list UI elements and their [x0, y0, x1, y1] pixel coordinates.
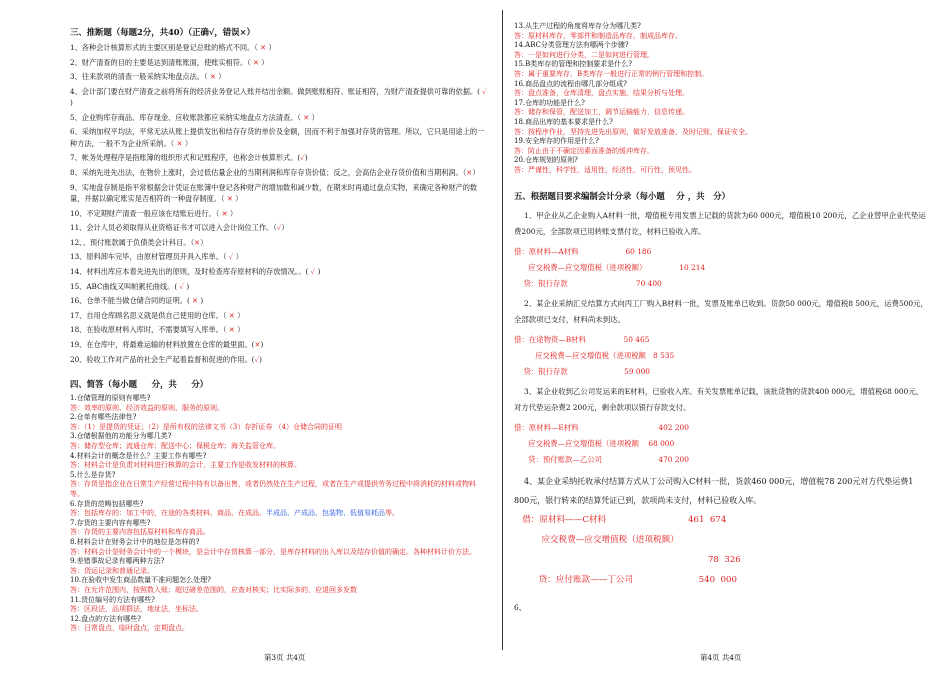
judge-mark: ✓: [308, 266, 318, 276]
judge-list: [70, 42, 488, 365]
judge-text: 10、不定期财产清查一般应该在结账后进行。（: [70, 208, 220, 218]
short-question: 18.商品出库的基本要求是什么?: [514, 117, 613, 126]
q4-entry-debit: 借：原材料——C材料 461 674: [514, 514, 727, 525]
judge-close: ）: [235, 193, 243, 203]
judge-text: 11、会计人员必须取得从业资格证书才可以进入会计岗位工作。（: [70, 223, 277, 233]
short-answer: 答：按程序作业，坚持先进先出原则，做好发放准备，及时记账，保证安全。: [514, 127, 752, 136]
short-answer: 答：储存型仓库；流通仓库；配送中心；保税仓库；海关监管仓库。: [70, 442, 280, 451]
short-answer-highlight: 半成品、产成品、包装物、低值易耗品: [266, 509, 385, 518]
q4-entry-credit: 贷：应付账款——丁公司 540 000: [514, 574, 737, 585]
judge-mark: ✓: [254, 354, 260, 364]
page-number-left: 第3页 共4页: [264, 653, 306, 662]
short-answer: 答：储存和保管，配送加工，调节运输能力，信息传递。: [514, 108, 689, 117]
judge-mark: ✕: [226, 325, 238, 335]
short-question: 8.材料会计在财务会计中的地位是怎样的?: [70, 538, 200, 546]
judge-close: ）: [235, 252, 243, 262]
judge-item: [70, 71, 488, 82]
judge-mark: ✓: [177, 281, 187, 291]
judge-item: [70, 324, 488, 335]
short-answer: 答：原材料库存，零部件和制造品库存，制成品库存。: [514, 31, 682, 40]
judge-text: 15、ABC曲线又叫帕累托曲线。(: [70, 281, 178, 291]
judge-text: 4、会计部门要在财产清查之前将所有的经济业务登记入账并结出余额。做到账账相符、账证相符，为财产清查提供可靠的依据。(: [70, 86, 480, 96]
judge-mark: ✕: [466, 167, 473, 177]
judge-close: ）: [237, 310, 245, 320]
right-column: [514, 22, 929, 694]
judge-text: 5、企业购库存商品、库存现金、应收账款都应采纳实地盘点方法清查。（: [70, 112, 301, 122]
short-answer: 答：货运记录和普通记录。: [70, 566, 154, 575]
judge-mark: ✓: [226, 252, 236, 262]
judge-mark: ✕: [257, 43, 269, 52]
short-answer: [70, 509, 488, 519]
short-question: 15.B类库存的管理和控制要求是什么?: [514, 60, 633, 69]
judge-item: [70, 266, 488, 277]
q4-entry-tax-amount: 78 326: [514, 554, 741, 565]
judge-item: [70, 182, 488, 205]
judge-close: ）: [237, 325, 245, 335]
q3-entry-tax: 应交税费—应交增值税（进项税额 68 000: [514, 438, 675, 448]
judge-item: [70, 251, 488, 262]
short-answer: 答：在允许范围内，按照数入账；超过磅差范围的，应查对核实；比实际多的，应退回多发数: [70, 585, 357, 594]
short-answer: 答：存货是指企业在日常生产经营过程中持有以备出售，或者仍然处在生产过程，或者在生产或提供劳务过程中将消耗的材料或物料等。: [70, 480, 476, 499]
short-question: 1.仓储管理的原则有哪些?: [70, 394, 151, 403]
judge-close: ）: [261, 57, 269, 67]
judge-mark: ✕: [300, 112, 312, 122]
q4-entry-tax: 应交税费—应交增值税（进项税额）: [514, 534, 679, 545]
judge-mark: ✕: [207, 72, 219, 82]
q2-entry-tax: 应交税费—应交增值税（进项税额 8 535: [514, 350, 675, 360]
judge-text: 8、采纳先进先出法，在物价上涨时，会过低估量企业的当期利润和库存存货价值；反之，会高估企业存货价值和当期利润。（: [70, 167, 467, 177]
short-answer: 答：日常盘点，临时盘点，定期盘点。: [70, 624, 189, 633]
short-answer: 答：存货的主要内容包括原材料和库存商品。: [70, 528, 210, 537]
q2-entry-debit: 借：在途物资—B材料 50 465: [514, 334, 650, 344]
judge-text: 19、在仓库中，将最难运输的材料放置在仓库的最里面。(: [70, 339, 255, 349]
judge-text: 2、财产清查的目的主要是达到清账账面，使账实相符。（: [70, 57, 251, 67]
judge-item: [70, 42, 488, 53]
judge-item: [70, 281, 488, 292]
judge-close: ): [200, 296, 204, 306]
judge-mark: ✓: [300, 153, 305, 163]
judge-item: [70, 310, 488, 321]
judge-close: ）: [200, 237, 208, 247]
short-section-title: 四、简答（每小题 分，共 分）: [70, 379, 209, 390]
judge-item: [70, 339, 488, 350]
judge-item: [70, 237, 488, 248]
judge-mark: ✕: [189, 296, 201, 306]
judge-close: ): [259, 354, 262, 364]
short-answer-list: [70, 394, 488, 634]
short-question: 12.盘点的方法有哪些?: [70, 614, 141, 623]
short-question: 17.仓库的功能是什么?: [514, 98, 585, 107]
judge-text: 1、各种会计核算形式的主要区别是登记总账的格式不同。（: [70, 43, 258, 52]
judge-mark: ✕: [174, 138, 185, 148]
short-answer: 答：严谨性，科学性，适用性，经济性，可行性，预见性。: [514, 165, 696, 174]
judge-mark: ✕: [224, 193, 236, 203]
judge-mark: ✓: [479, 86, 487, 96]
column-divider: [502, 10, 503, 650]
judge-item: [70, 126, 488, 149]
judge-close: ）: [218, 72, 226, 82]
short-answer: 答：属于重要库存，B类库存一般进行正常的例行管理和控制。: [514, 69, 709, 78]
q1-entry-tax: 应交税费—应交增值税（进项税额） 10 214: [514, 262, 706, 272]
judge-close: ): [317, 266, 321, 276]
judge-mark: ✕: [250, 57, 262, 67]
short-answer: 答：盘点准备，仓库清理，盘点实施，结果分析与处理。: [514, 89, 689, 98]
short-answer-text: 答：包括库存的：加工中的，在途的各类材料、商品、在成品、: [70, 509, 266, 518]
judge-text: 16、仓单不能当做仓储合同的证明。(: [70, 296, 190, 306]
judge-close: ): [70, 98, 73, 108]
short-answer: 答：材料会计是财务会计中的一个模块，是会计中存货核算一部分，是库存材料的出入库以及结存价值的确定。各种材料计价方法。: [70, 547, 476, 556]
short-question: 7.存货的主要内容有哪些?: [70, 518, 151, 527]
question-6: 6、: [514, 602, 527, 612]
judge-mark: ✕: [254, 339, 261, 349]
judge-item: [70, 112, 488, 123]
short-question: 14.ABC分类管理方法有哪两个步骤?: [514, 41, 629, 50]
short-question: 5.什么是存货?: [70, 470, 116, 479]
question-4: 4、某企业采纳托收承付结算方式从丁公司购入C材料一批，货款460 000元，增值税78 200元对方代垫运费1 800元，银行转来的结算凭证已到，款项尚未支付，材料已验收入库。: [514, 476, 914, 505]
judge-close: ): [260, 339, 264, 349]
short-answer: 答：一是如何进行分类，二是如何进行管理。: [514, 50, 654, 59]
judge-text: 13、原料卸车完毕，由原材管理员开具入库单。（: [70, 252, 227, 262]
judge-mark: ✕: [194, 237, 201, 247]
judge-section-title: 三、推断题（每题2分，共40）（正确√，错误×）: [70, 27, 255, 37]
judge-item: [70, 295, 488, 306]
short-question: 11.货位编号的方法有哪些?: [70, 595, 155, 604]
short-question: 9.差错事故记录有哪两种方法?: [70, 557, 165, 566]
judge-close: ）: [311, 112, 319, 122]
judge-close: ）: [472, 167, 480, 177]
judge-item: [70, 208, 488, 219]
q3-entry-credit: 贷：预付账款—乙公司 470 200: [514, 454, 689, 464]
entry-section-title: 五、根据题目要求编制会计分录（每小题 分 ，共 分）: [514, 190, 730, 201]
short-question: 6.存货的范畴包括哪些?: [70, 499, 144, 508]
judge-close: ）: [229, 208, 238, 218]
short-answer: 答：（1）是提货的凭证；（2）是所有权的法律文书（3）存折证券 （4）仓储合同的证明: [70, 422, 343, 431]
short-answer: 答：效率的原则、经济效益的原则、服务的原则。: [70, 403, 224, 412]
judge-text: 17、自用仓库顾名思义就是供自己使用的仓库。（: [70, 310, 227, 320]
short-question: 4.材料会计的概念是什么？主要工作有哪些?: [70, 451, 207, 460]
q1-entry-credit: 贷：银行存款 70 400: [514, 278, 662, 288]
judge-mark: ✕: [226, 310, 238, 320]
short-question: 16.商品盘点的流程由哪几部分组成?: [514, 79, 627, 88]
judge-text: 9、实地盘存制是指平常根据会计凭证在账簿中登记各种财产的增加数和减少数，在期末时再通过盘点实物，来确定各种财产的数量，并据以确定账实是否相符的一种盘存制度。（: [70, 182, 478, 203]
judge-item: [70, 222, 488, 233]
short-answer: 答：材料会计是负责对材料进行核算的会计，主要工作是收发材料的核算。: [70, 461, 301, 470]
q3-entry-debit: 借：原材料—E材料 402 200: [514, 422, 689, 432]
short-question: 10.在验收中发生商品数量不准问题怎么处理?: [70, 576, 211, 585]
short-answer: 答：区段法，品项群法，地址法，坐标法。: [70, 605, 203, 614]
judge-close: ): [186, 281, 190, 291]
judge-mark: ✓: [276, 223, 282, 233]
q2-entry-credit: 贷：银行存款 59 000: [514, 366, 650, 376]
judge-text: 12、、预付账款属于负债类会计科目。（: [70, 237, 195, 247]
judge-mark: ✕: [219, 208, 230, 218]
judge-text: 18、在验收原材料入库时，不需要填写入库单。（: [70, 325, 227, 335]
short-question: 2.仓单有哪些法律性?: [70, 413, 137, 422]
judge-close: ): [304, 153, 308, 163]
judge-text: 7、帐务处理程序是指账簿的组织形式和记账程序，也称会计核算形式。(: [70, 153, 301, 163]
short-answer-list-continued: [514, 22, 929, 176]
short-question: 13.从生产过程的角度将库存分为哪几类?: [514, 22, 641, 30]
judge-close: ）: [184, 138, 193, 148]
left-column: [70, 22, 488, 694]
judge-close: ）: [281, 223, 289, 233]
judge-item: [70, 152, 488, 163]
judge-text: 6、采纳加权平均法，平常无法从账上提供发出和结存存货的单价及金额，因而不利于加强对存货的管理。所以，它只是用途上的一种方法，一般不为企业所采纳。（: [70, 127, 485, 148]
judge-item: [70, 167, 488, 178]
judge-text: 14、材料出库应本着先进先出的原则，及时检查库存原材料的存放情况。。(: [70, 266, 309, 276]
judge-item: [70, 57, 488, 68]
judge-text: 3、往来款项的清查一般采纳实地盘点法。（: [70, 72, 208, 82]
judge-text: 20、验收工作对产品的社会生产起着监督和促进的作用。(: [70, 354, 255, 364]
page-number-right: 第4页 共4页: [700, 653, 742, 662]
judge-close: ）: [268, 43, 276, 52]
short-question: 20.仓库规划的原则?: [514, 156, 578, 165]
q1-entry-debit: 借：原材料—A材料 60 186: [514, 246, 652, 256]
short-answer-tail: 等。: [385, 509, 399, 518]
short-question: 3.仓储根据他的功能分为哪几类?: [70, 432, 172, 441]
question-3: 3、某企业收到乙公司发运来的E材料，已验收入库。有关发票账单记载，该批货物的货款400 000元，增值税68 000元，对方代垫运杂费2 200元，剩余款项以银行存款支付。: [514, 386, 924, 412]
question-1: 1、甲企业从乙企业购入A材料一批，增值税专用发票上记载的货款为60 000元，增值税10 200元，乙企业替甲企业代垫运费200元，全部款项已用转账支票付讫，材料已验收入库。: [514, 210, 926, 236]
judge-item: [70, 354, 488, 365]
judge-item: [70, 86, 488, 109]
short-answer: 答：防止由于不确定因素而准备的缓冲库存。: [514, 146, 654, 155]
question-2: 2、某企业采纳汇兑结算方式向丙工厂购入B材料一批，发票及账单已收到。货款50 000元，增值税8 500元，运费500元，全部款项已支付，材料尚未到达。: [514, 298, 928, 324]
short-question: 19.安全库存的作用是什么?: [514, 137, 599, 146]
